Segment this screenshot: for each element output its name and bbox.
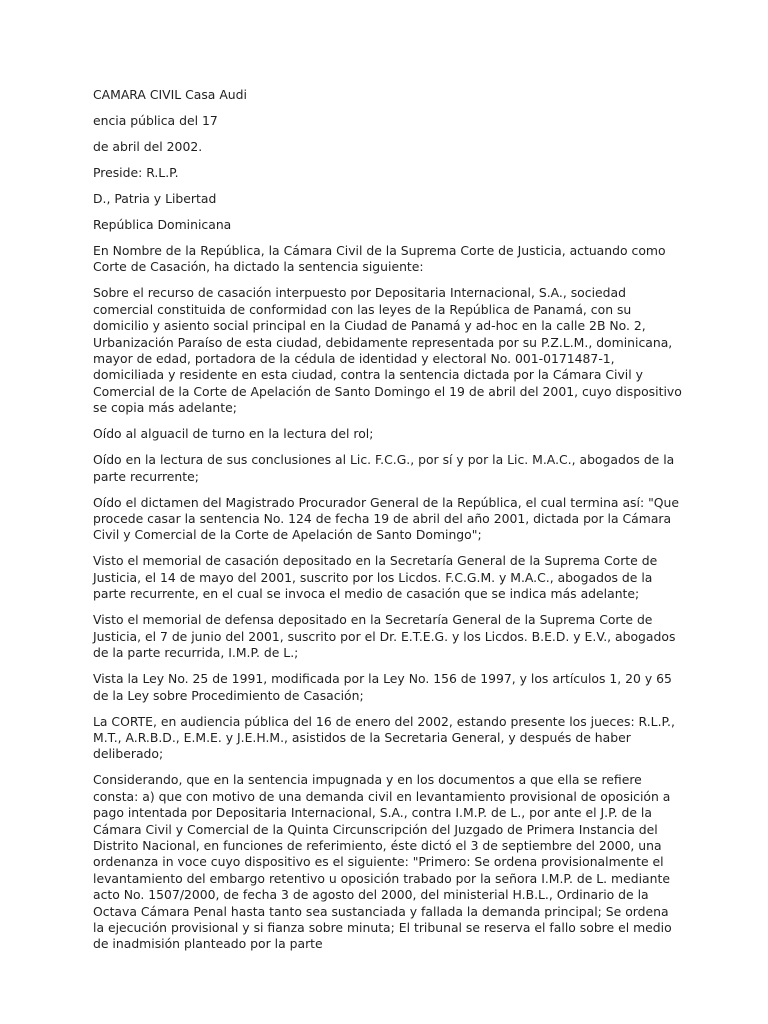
court-paragraph: La CORTE, en audiencia pública del 16 de enero del 2002, estando presente los jueces: R.L.P., M.T., A.R.B.D., E.M.E. y J.E.H.M., asistidos de la Secretaria General, y después de haber deliberado; — [93, 713, 675, 762]
cassation-memorial-paragraph: Visto el memorial de casación depositado en la Secretaría General de la Suprema Corte de Justicia, el 14 de mayo del 2001, suscrito por los Licdos. F.C.G.M. y M.A.C., abogados de la parte recurrente, en el cual se invoca el medio de casación que se indica más adelante; — [93, 553, 658, 602]
country-line: República Dominicana — [93, 217, 232, 232]
considering-paragraph: Considerando, que en la sentencia impugnada y en los documentos a que ella se refiere consta: a) que con motivo de una demanda civil en levantamiento provisional de oposición a pago intentada por Depositaria Internacional, S.A., contra I.M.P. de L., por ante el J.P. de la Cámara Civil y Comercial de la Quinta Circunscripción del Juzgado de Primera Instancia del Distrito Nacional, en funciones de referimiento, éste dictó el 3 de septiembre del 2000, una ordenanza in voce cuyo dispositivo es el siguiente: "Primero: Se ordena provisionalmente el levantamiento del embargo retentivo u oposición trabado por la señora I.M.P. de L. mediante acto No. 1507/2000, de fecha 3 de agosto del 2000, del ministerial H.B.L., Ordinario de la Octava Cámara Penal hasta tanto sea sustanciada y fallada la demanda principal; Se ordena la ejecución provisional y si fianza sobre minuta; El tribunal se reserva el fallo sobre el medio de inadmisión planteado por la parte — [93, 772, 672, 952]
conclusions-paragraph: Oído en la lectura de sus conclusiones al Lic. F.C.G., por sí y por la Lic. M.A.C., abogados de la parte recurrente; — [93, 452, 675, 484]
defense-memorial-paragraph: Visto el memorial de defensa depositado en la Secretaría General de la Suprema Corte de Justicia, el 7 de junio del 2001, suscrito por el Dr. E.T.E.G. y los Licdos. B.E.D. y E.V., abogados de la parte recurrida, I.M.P. de L.; — [93, 612, 676, 661]
bailiff-paragraph: Oído al alguacil de turno en la lectura del rol; — [93, 426, 374, 442]
intro-paragraph: En Nombre de la República, la Cámara Civil de la Suprema Corte de Justicia, actuando como Corte de Casación, ha dictado la sentencia siguiente: — [93, 243, 666, 275]
presiding-judge: Preside: R.L.P. — [93, 165, 179, 180]
appeal-paragraph: Sobre el recurso de casación interpuesto por Depositaria Internacional, S.A., sociedad comercial constituida de conformidad con las leyes de la República de Panamá, con su domicilio y asiento social principal en la Ciudad de Panamá y ad-hoc en la calle 2B No. 2, Urbanización Paraíso de esta ciudad, debidamente representada por su P.Z.L.M., dominicana, mayor de edad, portadora de la cédula de identidad y electoral No. 001-0171487-1, domiciliada y residente en esta ciudad, contra la sentencia dictada por la Cámara Civil y Comercial de la Corte de Apelación de Santo Domingo el 19 de abril del 2001, cuyo dispositivo se copia más adelante; — [93, 285, 682, 416]
motto-line: D., Patria y Libertad — [93, 191, 217, 206]
document-page — [93, 87, 683, 962]
heading-line-1: CAMARA CIVIL Casa Audi — [93, 87, 247, 102]
heading-line-2: encia pública del 17 — [93, 113, 218, 128]
heading-date: de abril del 2002. — [93, 139, 203, 154]
prosecutor-paragraph: Oído el dictamen del Magistrado Procurador General de la República, el cual termina así: "Que procede casar la sentencia No. 124 de fecha 19 de abril del año 2001, dictada por la Cámara Civil y Comercial de la Corte de Apelación de Santo Domingo"; — [93, 494, 680, 543]
law-paragraph: Vista la Ley No. 25 de 1991, modificada por la Ley No. 156 de 1997, y los artículos 1, 20 y 65 de la Ley sobre Procedimiento de Casación; — [93, 671, 672, 703]
